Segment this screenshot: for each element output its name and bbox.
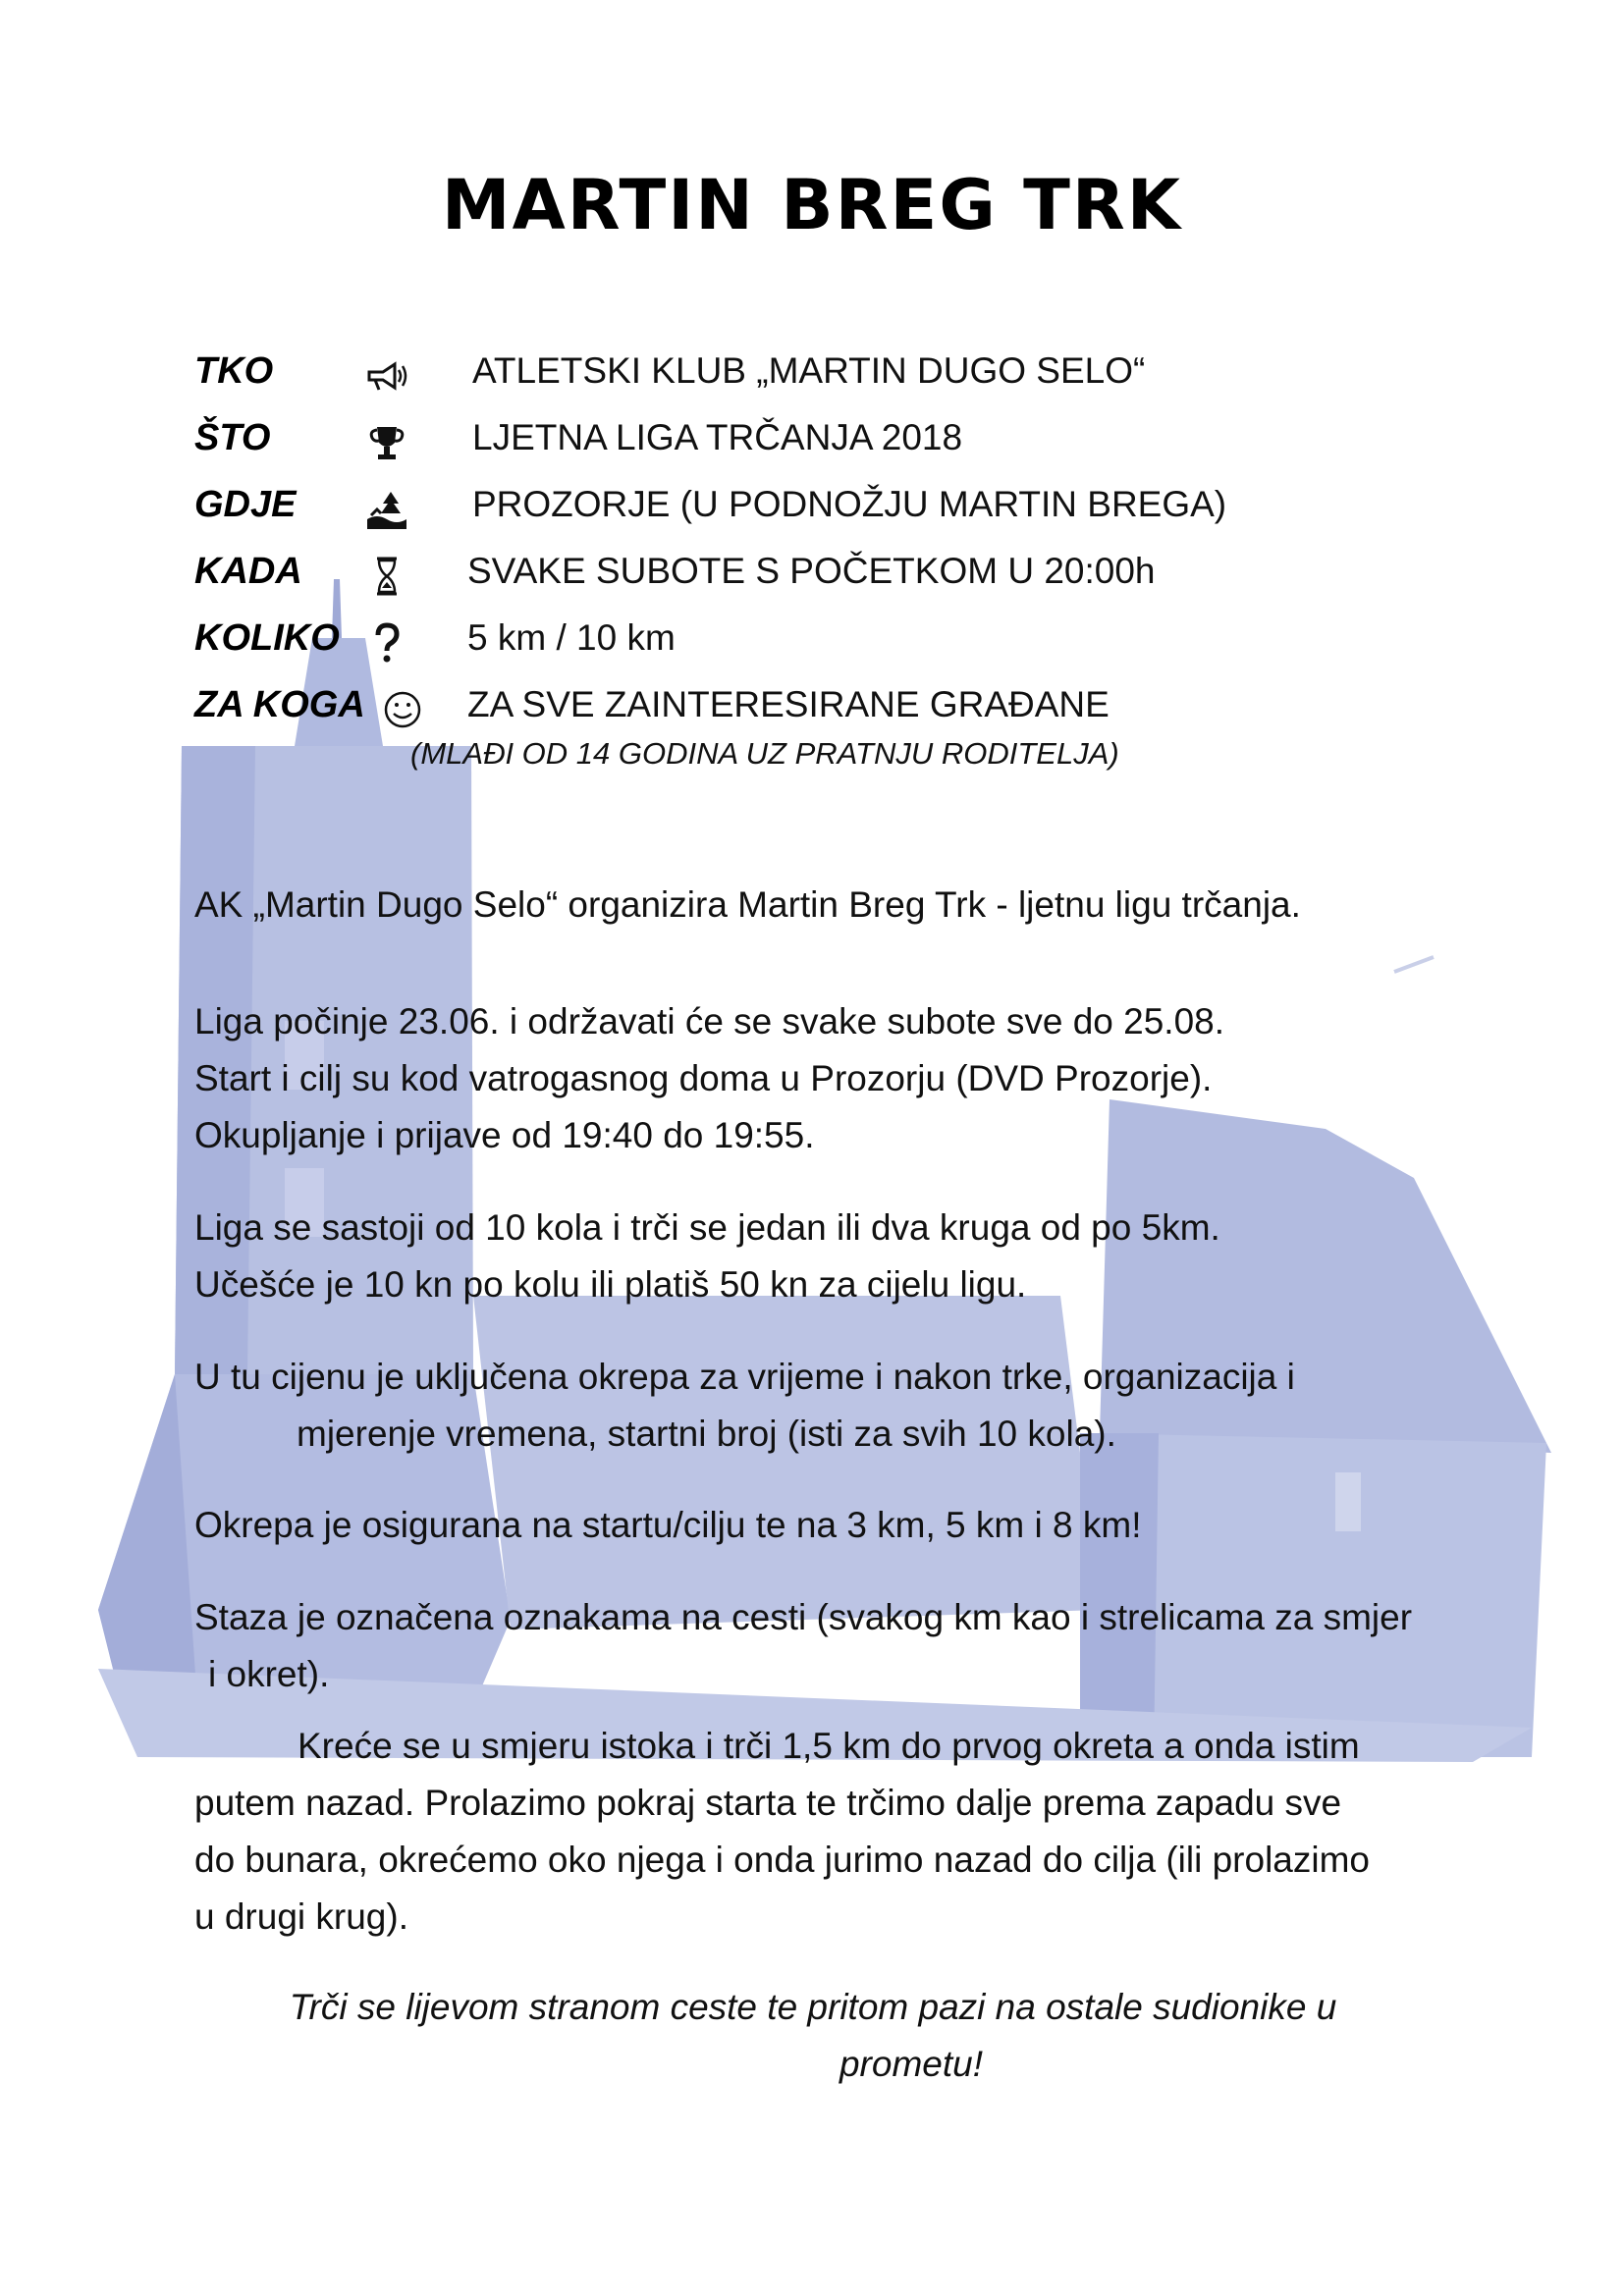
fee-paragraph (194, 1200, 1220, 1313)
age-note: (MLAĐI OD 14 GODINA UZ PRATNJU RODITELJA) (410, 736, 1119, 771)
text-line: Staza je označena oznakama na cesti (svakog km kao i strelicama za smjer (194, 1597, 1413, 1637)
intro-paragraph (194, 877, 1301, 934)
info-value: ATLETSKI KLUB „MARTIN DUGO SELO“ (472, 350, 1146, 391)
info-row-when (194, 551, 1471, 610)
text-line: Kreće se u smjeru istoka i trči 1,5 km do prvog okreta a onda istim (298, 1726, 1360, 1766)
schedule-paragraph (194, 993, 1224, 1164)
megaphone-icon (363, 352, 416, 405)
info-row-where (194, 484, 1471, 543)
marking-paragraph (194, 1589, 1412, 1703)
text-line: Liga počinje 23.06. i održavati će se svake subote sve do 25.08. (194, 1001, 1225, 1041)
text-line: Učešće je 10 kn po kolu ili platiš 50 kn za cijelu ligu. (194, 1264, 1027, 1305)
text-line: i okret). (208, 1654, 330, 1694)
info-label: TKO (194, 350, 274, 392)
landscape-icon (363, 486, 416, 539)
text-line: u drugi krug). (194, 1896, 408, 1937)
text-line: mjerenje vremena, startni broj (isti za svih 10 kola). (297, 1414, 1116, 1454)
hourglass-icon (363, 553, 416, 606)
info-label: GDJE (194, 484, 297, 525)
text-line: putem nazad. Prolazimo pokraj starta te trčimo dalje prema zapadu sve (194, 1783, 1342, 1823)
text-line: AK „Martin Dugo Selo“ organizira Martin Breg Trk - ljetnu ligu trčanja. (194, 884, 1301, 925)
text-line: prometu! (839, 2044, 983, 2084)
info-row-for-whom (194, 684, 1471, 743)
route-paragraph (194, 1718, 1370, 1946)
text-line: Okrepa je osigurana na startu/cilju te na 3 km, 5 km i 8 km! (194, 1505, 1142, 1545)
text-line: Okupljanje i prijave od 19:40 do 19:55. (194, 1115, 815, 1155)
info-label: KADA (194, 551, 302, 592)
text-line: Liga se sastoji od 10 kola i trči se jedan ili dva kruga od po 5km. (194, 1207, 1220, 1248)
info-value: LJETNA LIGA TRČANJA 2018 (472, 417, 963, 457)
included-paragraph (194, 1349, 1295, 1463)
question-icon (363, 619, 416, 672)
info-row-who (194, 350, 1471, 409)
text-line: do bunara, okrećemo oko njega i onda jurimo nazad do cilja (ili prolazimo (194, 1840, 1370, 1880)
info-label: KOLIKO (194, 617, 340, 659)
info-value: ZA SVE ZAINTERESIRANE GRAĐANE (467, 684, 1110, 724)
smiley-icon (379, 686, 432, 739)
info-row-how-much (194, 617, 1471, 676)
closing-note (194, 1979, 1432, 2093)
text-line: U tu cijenu je uključena okrepa za vrijeme i nakon trke, organizacija i (194, 1357, 1295, 1397)
text-line: Start i cilj su kod vatrogasnog doma u Prozorju (DVD Prozorje). (194, 1058, 1213, 1098)
info-label: ZA KOGA (194, 684, 365, 725)
text-line: Trči se lijevom stranom ceste te pritom pazi na ostale sudionike u (289, 1987, 1337, 2027)
info-value: SVAKE SUBOTE S POČETKOM U 20:00h (467, 551, 1156, 591)
page-title: MARTIN BREG TRK (441, 165, 1183, 245)
refreshment-paragraph (194, 1497, 1141, 1554)
info-value: 5 km / 10 km (467, 617, 676, 658)
trophy-icon (363, 419, 416, 472)
info-value: PROZORJE (U PODNOŽJU MARTIN BREGA) (472, 484, 1227, 524)
info-label: ŠTO (194, 417, 271, 458)
info-row-what (194, 417, 1471, 476)
